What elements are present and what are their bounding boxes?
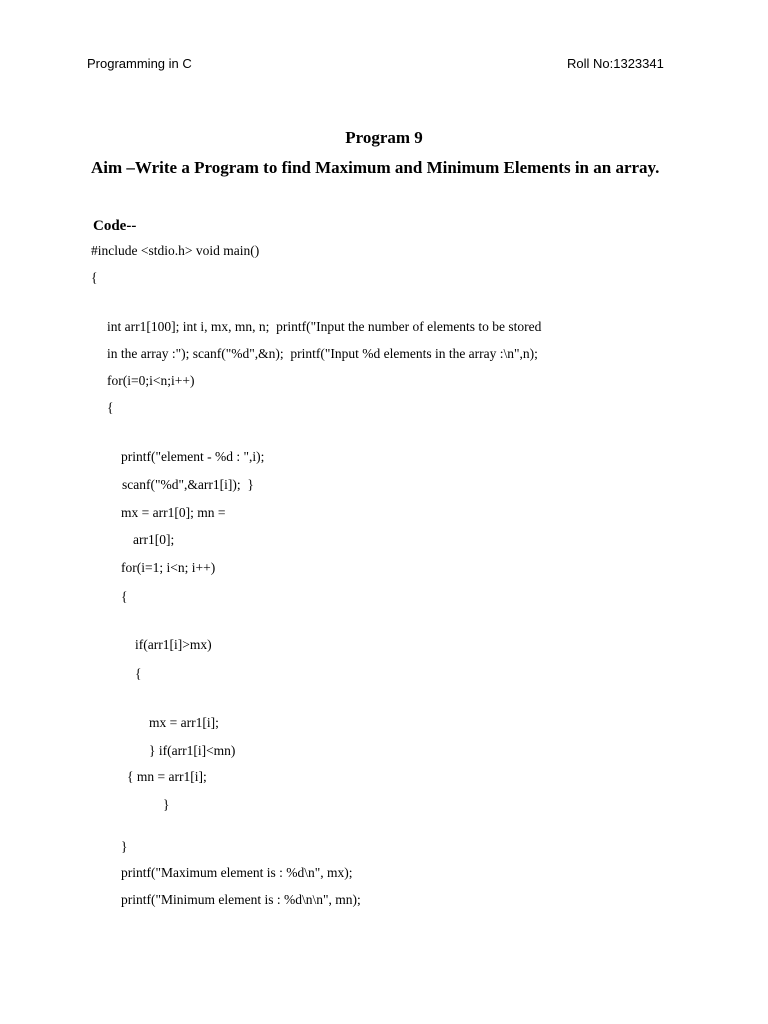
code-line: in the array :"); scanf("%d",&n); printf("Input %d elements in the array :\n",n); [107, 346, 538, 361]
aim-heading: Aim –Write a Program to find Maximum and Minimum Elements in an array. [91, 158, 660, 177]
header-roll-no: Roll No:1323341 [567, 56, 664, 71]
code-line: scanf("%d",&arr1[i]); } [122, 477, 254, 492]
code-line: { [135, 666, 142, 681]
code-line: arr1[0]; [133, 532, 175, 547]
program-title: Program 9 [345, 128, 423, 147]
code-line: if(arr1[i]>mx) [135, 637, 212, 652]
code-label: Code-- [93, 218, 137, 234]
code-line: for(i=0;i<n;i++) [107, 373, 195, 388]
code-line: mx = arr1[0]; mn = [121, 505, 226, 520]
code-line: { [121, 589, 128, 604]
code-line: int arr1[100]; int i, mx, mn, n; printf("Input the number of elements to be stored [107, 319, 542, 334]
code-line: mx = arr1[i]; [149, 715, 219, 730]
code-line: { [107, 400, 114, 415]
code-line: } if(arr1[i]<mn) [149, 743, 236, 758]
code-line: for(i=1; i<n; i++) [121, 560, 216, 575]
code-line: { mn = arr1[i]; [127, 769, 207, 784]
code-line: printf("Minimum element is : %d\n\n", mn); [121, 892, 361, 907]
code-line: printf("element - %d : ",i); [121, 449, 265, 464]
header-course: Programming in C [87, 56, 192, 71]
code-line: { [91, 270, 98, 285]
code-line: } [121, 839, 128, 854]
code-line: printf("Maximum element is : %d\n", mx); [121, 865, 353, 880]
code-line: } [163, 797, 170, 812]
code-line: #include <stdio.h> void main() [91, 243, 260, 258]
